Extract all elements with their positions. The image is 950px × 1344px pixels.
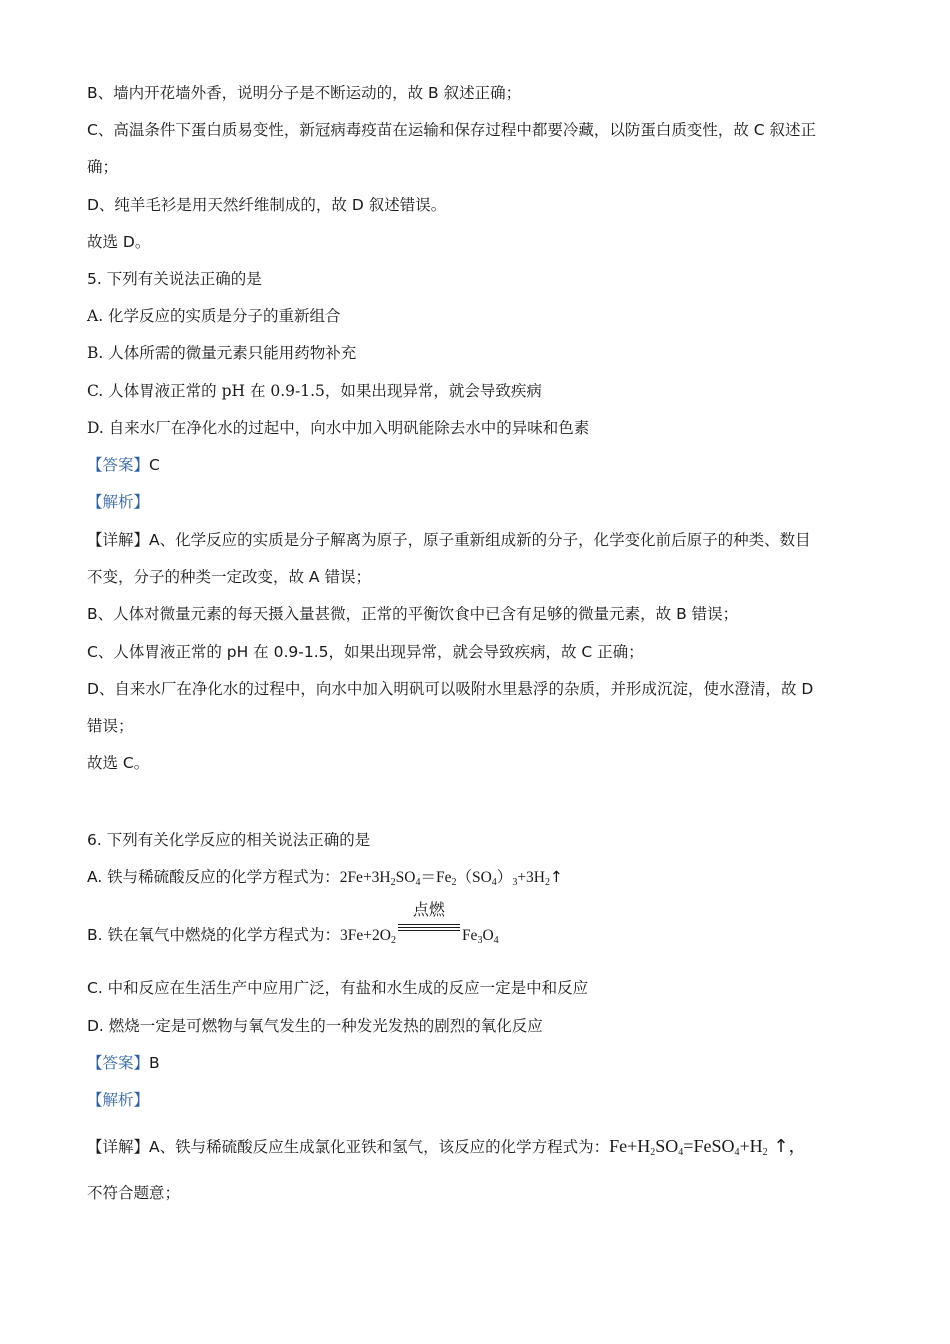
answer-value: C (149, 456, 160, 474)
question-6-answer (87, 1052, 870, 1074)
question-5-detail-line: B、人体对微量元素的每天摄入量甚微，正常的平衡饮食中已含有足够的微量元素，故 B 错误； (87, 605, 739, 623)
question-6-option-b (87, 902, 870, 947)
question-5-detail-line: D、自来水厂在净化水的过程中，向水中加入明矾可以吸附水里悬浮的杂质，并形成沉淀，使水澄清，故 D (87, 680, 814, 698)
analysis-tag: 【解析】 (87, 493, 150, 511)
option-text: B. 铁在氧气中燃烧的化学方程式为： (87, 926, 340, 944)
question-5-detail-line: 错误； (87, 717, 134, 735)
question-5-choose: 故选 C。 (87, 754, 150, 772)
question-5-stem: 5. 下列有关说法正确的是 (87, 270, 262, 288)
equation-b: $3Fe+2O_2$ 点燃 $Fe_3O_4$ (340, 902, 499, 946)
detail-tag: 【详解】 (87, 1138, 150, 1156)
question-6-analysis (87, 1089, 870, 1111)
question-5-option-c: C. 人体胃液正常的 pH 在 0.9-1.5，如果出现异常，就会导致疾病 (87, 382, 542, 400)
answer-tag: 【答案】 (87, 1054, 150, 1072)
answer-value: B (149, 1054, 160, 1072)
question-6-stem: 6. 下列有关化学反应的相关说法正确的是 (87, 831, 371, 849)
question-6-detail-line (87, 1135, 870, 1158)
question-5-detail-line (87, 529, 870, 551)
question-5-detail-line: 不变，分子的种类一定改变，故 A 错误； (87, 568, 371, 586)
question-5-option-b: B. 人体所需的微量元素只能用药物补充 (87, 344, 357, 362)
text-line: 故选 D。 (87, 233, 151, 251)
text-line: C、高温条件下蛋白质易变性，新冠病毒疫苗在运输和保存过程中都要冷藏，以防蛋白质变性，故 C 叙述正 (87, 121, 817, 139)
question-5-option-a: A. 化学反应的实质是分子的重新组合 (87, 307, 341, 325)
question-5-option-d: D. 自来水厂在净化水的过起中，向水中加入明矾能除去水中的异味和色素 (87, 419, 590, 437)
question-5-detail-line: C、人体胃液正常的 pH 在 0.9-1.5，如果出现异常，就会导致疾病，故 C 正确； (87, 643, 644, 661)
equation-a: $2Fe+3H_2SO_4=Fe_2(SO_4)_3+3H_2↑$ (339, 868, 563, 888)
question-5-answer (87, 454, 870, 476)
reaction-condition-arrow (398, 902, 460, 940)
question-6-option-a (87, 866, 870, 889)
detail-text: A、铁与稀硫酸反应生成氯化亚铁和氢气，该反应的化学方程式为： (149, 1138, 610, 1156)
question-6-detail-line: 不符合题意； (87, 1184, 181, 1202)
answer-tag: 【答案】 (87, 456, 150, 474)
equation-detail: $Fe+H_2SO_4=FeSO_4+H_2$ ↑， (609, 1136, 807, 1158)
reaction-condition: 点燃 (412, 902, 445, 919)
detail-text: A、化学反应的实质是分子解离为原子，原子重新组成新的分子，化学变化前后原子的种类、数目 (149, 531, 811, 549)
analysis-tag: 【解析】 (87, 1091, 150, 1109)
text-line: D、纯羊毛衫是用天然纤维制成的，故 D 叙述错误。 (87, 196, 447, 214)
question-6-option-c: C. 中和反应在生活生产中应用广泛，有盐和水生成的反应一定是中和反应 (87, 979, 589, 997)
question-5-analysis (87, 491, 870, 513)
question-6-option-d: D. 燃烧一定是可燃物与氧气发生的一种发光发热的剧烈的氧化反应 (87, 1017, 543, 1035)
detail-tag: 【详解】 (87, 531, 150, 549)
text-line: B、墙内开花墙外香，说明分子是不断运动的，故 B 叙述正确； (87, 84, 522, 102)
option-text: A. 铁与稀硫酸反应的化学方程式为： (87, 868, 340, 886)
text-line: 确； (87, 158, 119, 176)
